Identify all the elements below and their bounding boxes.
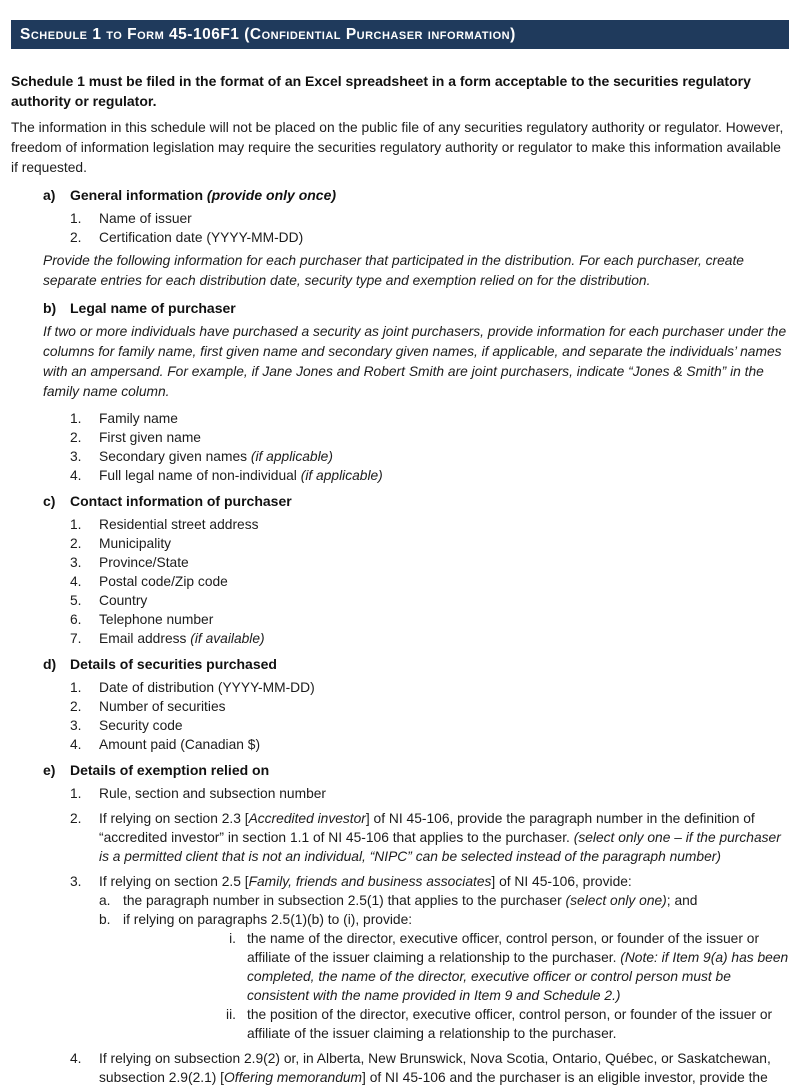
- list-item-text: [99, 228, 789, 247]
- list-item: [11, 572, 789, 591]
- list-item: [11, 1049, 789, 1087]
- list-item: [11, 534, 789, 553]
- list-marker: b.: [99, 912, 111, 927]
- text-run: Number of securities: [99, 699, 226, 714]
- section-heading: [43, 760, 789, 780]
- list-marker: 4.: [70, 1051, 82, 1066]
- text-run: Province/State: [99, 555, 189, 570]
- text-run: if relying on paragraphs 2.5(1)(b) to (i), provide:: [123, 912, 413, 927]
- text-run: (if applicable): [250, 449, 333, 464]
- list-item: [11, 910, 789, 929]
- text-run: If two or more individuals have purchased a security as joint purchasers, provide information for each purchaser under the columns for family name, first given name and secondary given names, if applicable, and separate the individuals’ names with an ampersand. For example, if Jane Jones and Robert Smith are joint purchasers, indicate “Jones & Smith” in the family name column.: [43, 324, 787, 399]
- list-marker: 1.: [70, 517, 82, 532]
- text-run: If relying on section 2.3 [: [99, 811, 249, 826]
- section-letter: b): [43, 300, 57, 316]
- list-marker: 2.: [70, 536, 82, 551]
- list-item: [11, 784, 789, 803]
- text-run: ] of NI 45-106, provide:: [491, 874, 632, 889]
- text-run: Secondary given names: [99, 449, 251, 464]
- list-marker: 3.: [70, 718, 82, 733]
- list-marker: 4.: [70, 468, 82, 483]
- text-run: Residential street address: [99, 517, 259, 532]
- text-run: Full legal name of non-individual: [99, 468, 301, 483]
- list-marker: ii.: [226, 1007, 236, 1022]
- list-item-text: [99, 735, 789, 754]
- list-marker: i.: [229, 931, 236, 946]
- section-letter: c): [43, 493, 56, 509]
- text-run: Security code: [99, 718, 183, 733]
- text-run: Date of distribution (YYYY-MM-DD): [99, 680, 315, 695]
- title-bar: [11, 20, 789, 49]
- text-run: Name of issuer: [99, 211, 192, 226]
- section-letter: d): [43, 656, 57, 672]
- list-item-text: [99, 466, 789, 485]
- list-item: [11, 228, 789, 247]
- section-title: [70, 185, 789, 205]
- list-item: [11, 891, 789, 910]
- text-run: Telephone number: [99, 612, 214, 627]
- list-item: [11, 209, 789, 228]
- page-title: Schedule 1 to Form 45-106F1 (Confidential Purchaser information): [20, 25, 516, 43]
- list-marker: 3.: [70, 874, 82, 889]
- list-item-text: [99, 209, 789, 228]
- text-run: Email address: [99, 631, 191, 646]
- paragraph: [11, 71, 789, 111]
- list-marker: 1.: [70, 211, 82, 226]
- text-run: Offering memorandum: [224, 1070, 363, 1085]
- list-item-text: [123, 910, 789, 929]
- text-run: Contact information of purchaser: [70, 493, 292, 509]
- list-marker: 3.: [70, 449, 82, 464]
- text-run: First given name: [99, 430, 201, 445]
- paragraph: [11, 118, 789, 178]
- text-run: ; and: [666, 893, 698, 908]
- text-run: Rule, section and subsection number: [99, 786, 327, 801]
- text-run: Schedule 1 must be filed in the format of an Excel spreadsheet in a form acceptable to the securities regulatory authority or regulator.: [11, 73, 751, 109]
- text-run: Details of securities purchased: [70, 656, 277, 672]
- list-marker: 2.: [70, 699, 82, 714]
- text-run: (Note: if Item 9(a) has been completed, the name of the director, executive officer or control person must be consistent with the name provided in Item 9 and Schedule 2.): [247, 950, 789, 1003]
- list-marker: 3.: [70, 555, 82, 570]
- list-item-text: [99, 515, 789, 534]
- section-title: [70, 298, 789, 318]
- text-run: Details of exemption relied on: [70, 762, 270, 778]
- list-item-text: [247, 1005, 789, 1043]
- list-item-text: [99, 716, 789, 735]
- section-heading: [43, 298, 789, 318]
- text-run: Postal code/Zip code: [99, 574, 228, 589]
- list-marker: 1.: [70, 680, 82, 695]
- list-item-text: [99, 784, 789, 803]
- list-item: [11, 809, 789, 866]
- list-item: [11, 466, 789, 485]
- paragraph: [43, 322, 789, 402]
- list-item: [11, 678, 789, 697]
- list-item: [11, 409, 789, 428]
- list-item-text: [99, 610, 789, 629]
- list-item-text: [99, 409, 789, 428]
- list-item: [11, 735, 789, 754]
- text-run: Certification date (YYYY-MM-DD): [99, 230, 304, 245]
- section-letter: e): [43, 762, 56, 778]
- list-marker: 4.: [70, 574, 82, 589]
- section-title: [70, 760, 789, 780]
- list-item-text: [99, 678, 789, 697]
- list-marker: 2.: [70, 430, 82, 445]
- text-run: ] of NI 45-106 and the purchaser is an eligible investor, provide the: [362, 1070, 768, 1085]
- text-run: ] of NI 45-106, provide the paragraph number in the definition of “accredited investor” in section 1.1 of NI 45-106 that applies to the purchaser.: [99, 811, 755, 845]
- list-item-text: [99, 1049, 789, 1087]
- section-letter: a): [43, 187, 56, 203]
- section-heading: [43, 654, 789, 674]
- document-body: [11, 71, 789, 1087]
- text-run: If relying on subsection 2.9(2) or, in Alberta, New Brunswick, Nova Scotia, Ontario, Québec, or Saskatchewan, subsection 2.9(2.1) [: [99, 1051, 771, 1085]
- list-item-text: [99, 572, 789, 591]
- list-item: [11, 610, 789, 629]
- list-item-text: [99, 629, 789, 648]
- section-title: [70, 491, 789, 511]
- list-item-text: [99, 809, 789, 866]
- text-run: Amount paid (Canadian $): [99, 737, 261, 752]
- text-run: (provide only once): [206, 187, 337, 203]
- text-run: The information in this schedule will not be placed on the public file of any securities regulatory authority or regulator. However, freedom of information legislation may require the securities regulatory authority or regulator to make this information available if requested.: [11, 120, 784, 175]
- text-run: Family, friends and business associates: [248, 874, 492, 889]
- paragraph: [43, 251, 789, 291]
- list-marker: 2.: [70, 230, 82, 245]
- list-item: [11, 447, 789, 466]
- text-run: the name of the director, executive officer, control person, or founder of the issuer or affiliate of the issuer claiming a relationship to the purchaser.: [247, 931, 760, 965]
- list-item-text: [99, 872, 789, 891]
- list-item-text: [123, 891, 789, 910]
- list-item-text: [99, 591, 789, 610]
- text-run: Provide the following information for each purchaser that participated in the distribution. For each purchaser, create separate entries for each distribution date, security type and exemption relied on for the distribution.: [43, 253, 744, 288]
- list-marker: 1.: [70, 411, 82, 426]
- text-run: Accredited investor: [248, 811, 366, 826]
- list-item: [11, 428, 789, 447]
- list-item: [11, 1005, 789, 1043]
- list-item: [11, 872, 789, 891]
- list-item: [11, 716, 789, 735]
- text-run: (if applicable): [300, 468, 383, 483]
- list-item-text: [99, 447, 789, 466]
- section-heading: [43, 491, 789, 511]
- list-marker: 4.: [70, 737, 82, 752]
- list-item: [11, 629, 789, 648]
- list-marker: 5.: [70, 593, 82, 608]
- list-item-text: [99, 534, 789, 553]
- text-run: (if available): [190, 631, 265, 646]
- text-run: Country: [99, 593, 148, 608]
- text-run: (select only one): [565, 893, 667, 908]
- list-item-text: [99, 428, 789, 447]
- list-item: [11, 697, 789, 716]
- text-run: Municipality: [99, 536, 172, 551]
- list-marker: 7.: [70, 631, 82, 646]
- list-item-text: [99, 697, 789, 716]
- list-marker: 2.: [70, 811, 82, 826]
- list-item: [11, 553, 789, 572]
- list-marker: 6.: [70, 612, 82, 627]
- text-run: the paragraph number in subsection 2.5(1) that applies to the purchaser: [123, 893, 566, 908]
- text-run: General information: [70, 187, 207, 203]
- text-run: If relying on section 2.5 [: [99, 874, 249, 889]
- text-run: (select only one – if the purchaser is a permitted client that is not an individual, “NIPC” can be selected instead of the paragraph number): [99, 830, 781, 864]
- section-title: [70, 654, 789, 674]
- list-item: [11, 591, 789, 610]
- list-item-text: [247, 929, 789, 1005]
- list-marker: a.: [99, 893, 111, 908]
- list-marker: 1.: [70, 786, 82, 801]
- text-run: Legal name of purchaser: [70, 300, 236, 316]
- list-item: [11, 929, 789, 1005]
- list-item: [11, 515, 789, 534]
- section-heading: [43, 185, 789, 205]
- list-item-text: [99, 553, 789, 572]
- text-run: the position of the director, executive officer, control person, or founder of the issuer or affiliate of the issuer claiming a relationship to the purchaser.: [247, 1007, 773, 1041]
- text-run: Family name: [99, 411, 178, 426]
